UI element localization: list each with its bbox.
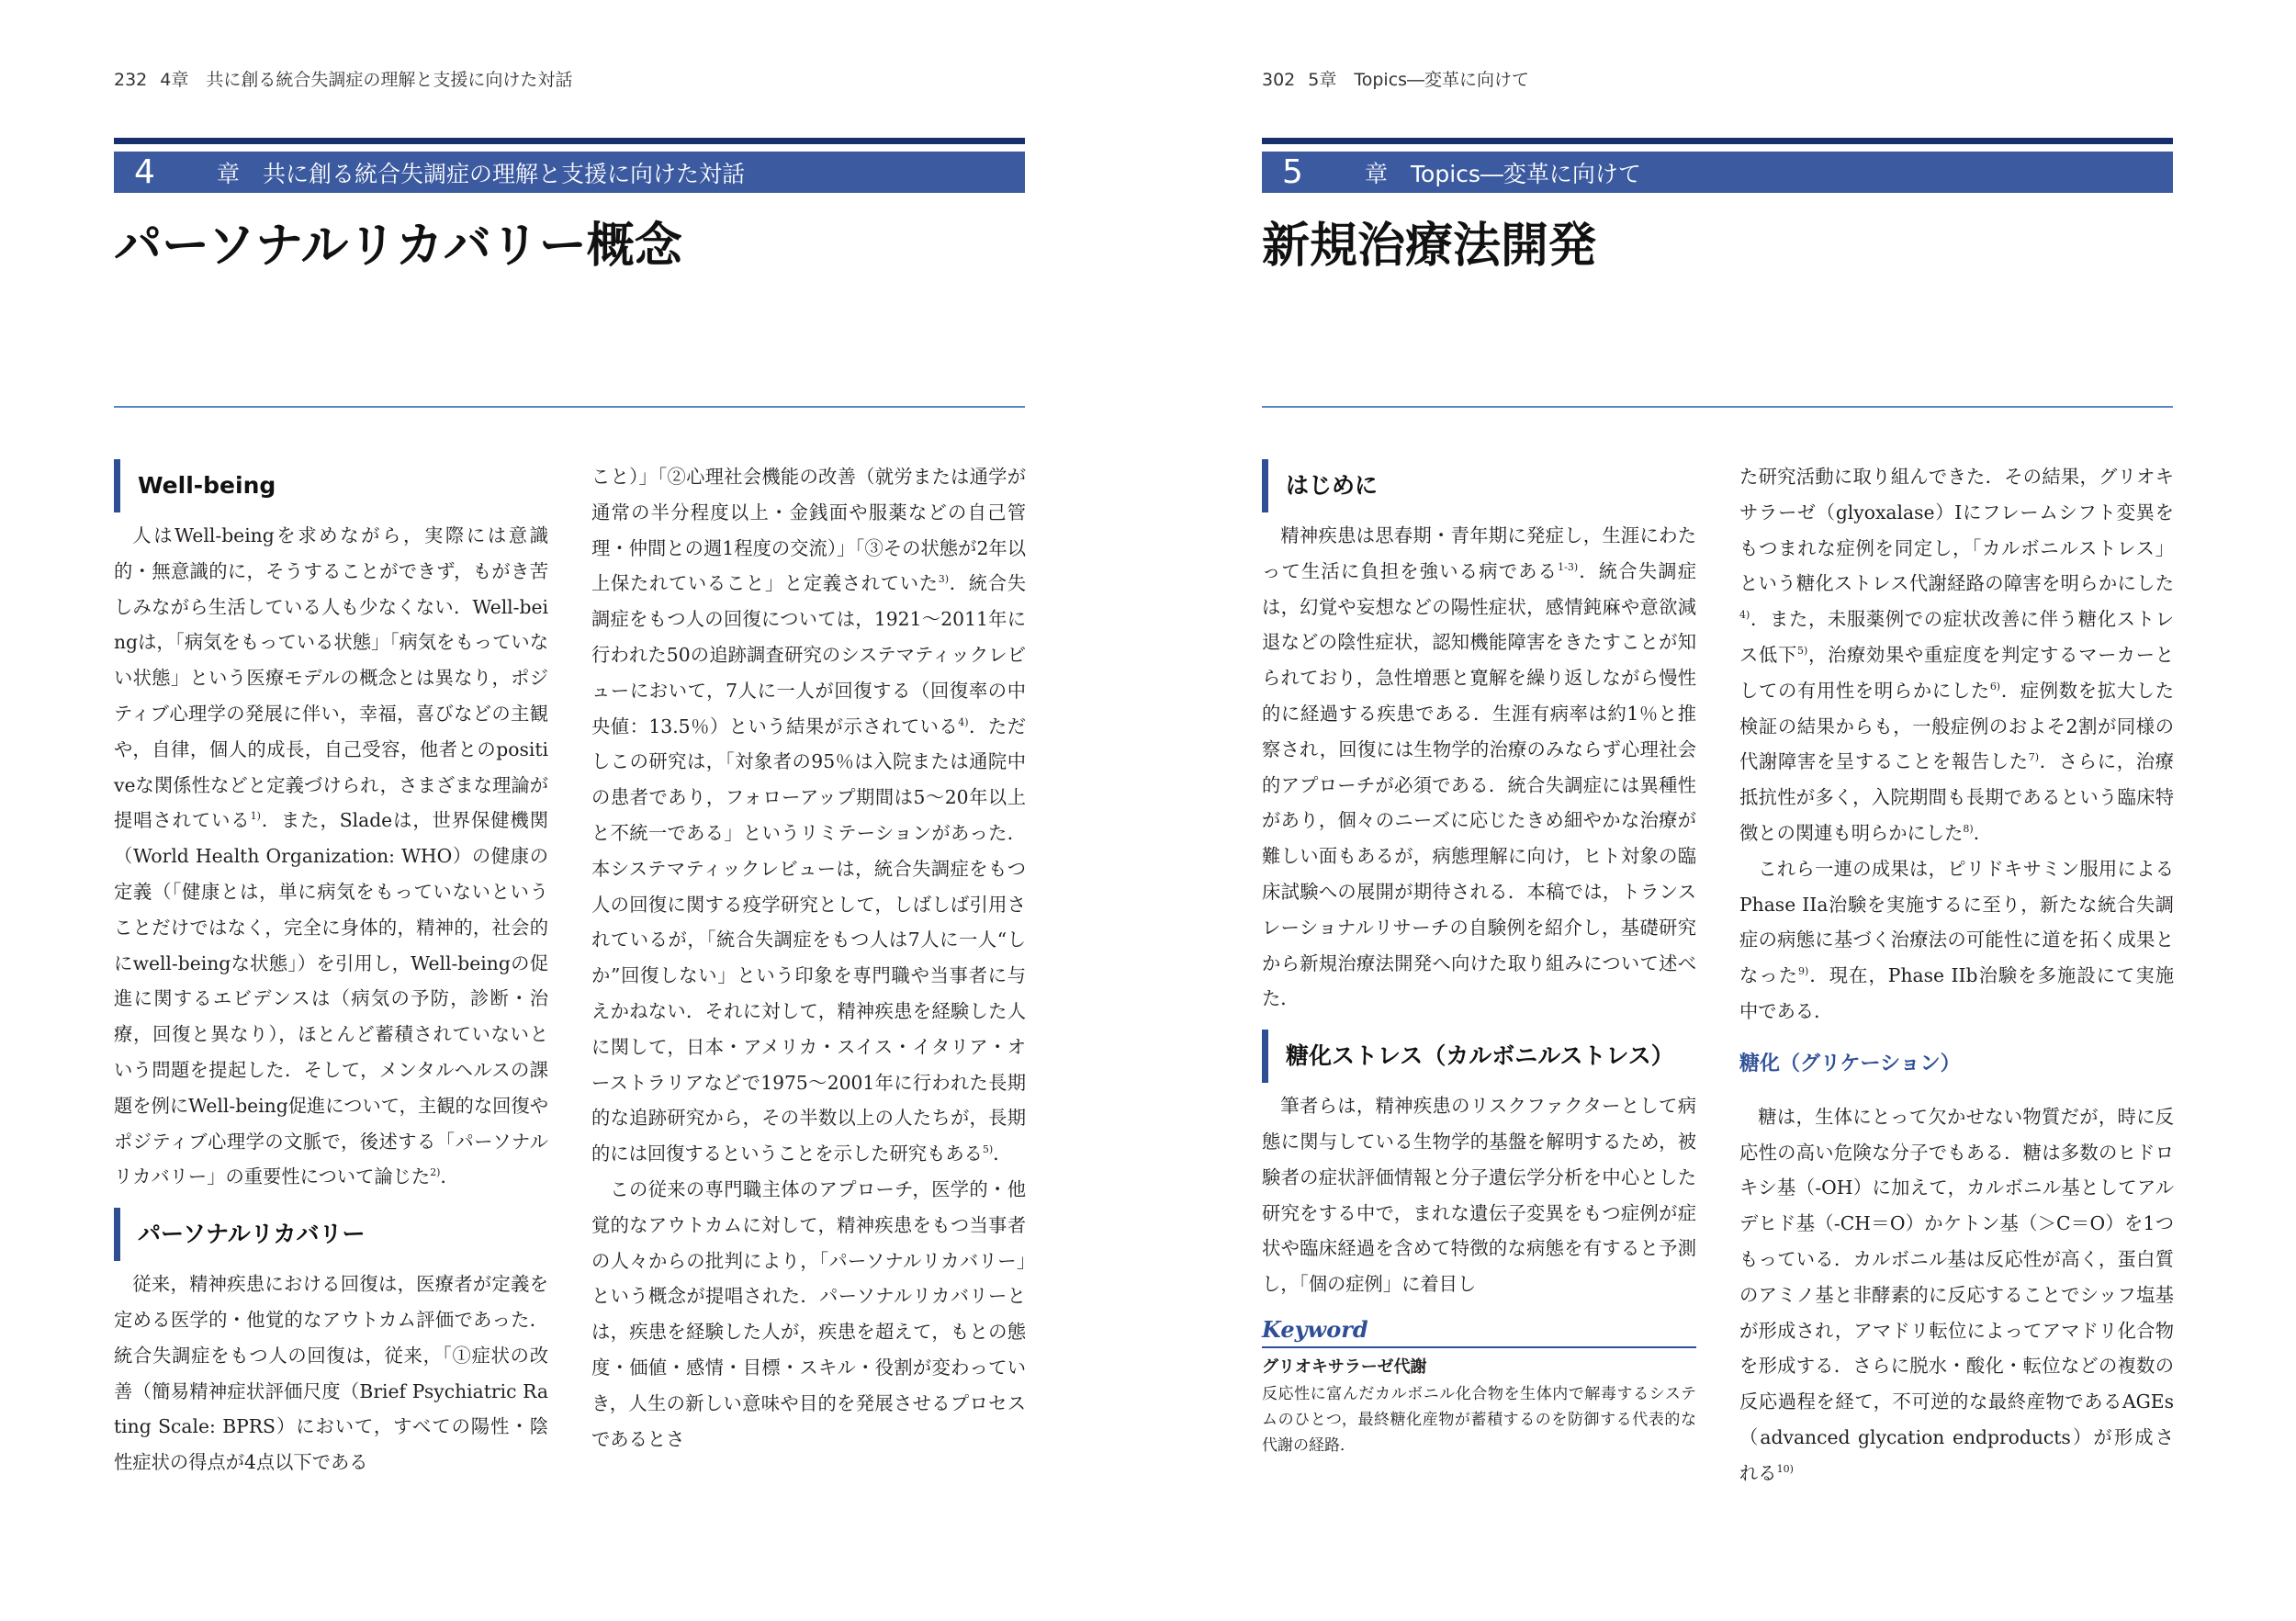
section-heading-text: パーソナルリカバリー	[138, 1221, 366, 1248]
running-header	[1262, 66, 1529, 91]
page-number: 302	[1262, 70, 1296, 90]
section-heading-text: 糖化ストレス（カルボニルストレス）	[1286, 1042, 1674, 1070]
paragraph: こと）」「②心理社会機能の改善（就労または通学が通常の半分程度以上・金銭面や服薬などの自己管理・仲間との週1程度の交流）」「③その状態が2年以上保たれていること」と定義されていた$^{3)}$．統合失調症をもつ人の回復については，1921〜2011年に行われた50の追跡調査研究のシステマティックレビューにおいて，7人に一人が回復する（回復率の中央値：13.5％）という結果が示されている$^{4)}$．ただしこの研究は，「対象者の95％は入院または通院中の患者であり，フォローアップ期間は5〜20年以上と不統一である」というリミテーションがあった．本システマティックレビューは，統合失調症をもつ人の回復に関する疫学研究として，しばしば引用されているが，「統合失調症をもつ人は7人に一人“しか”回復しない」という印象を専門職や当事者に与えかねない．それに対して，精神疾患を経験した人に関して，日本・アメリカ・スイス・イタリア・オーストラリアなどで1975〜2001年に行われた長期的な追跡研究から，その半数以上の人たちが，長期的には回復するということを示した研究もある$^{5)}$．	[591, 466, 1026, 1165]
reference-mark: 7)	[2028, 751, 2040, 764]
right-page	[1148, 0, 2296, 1621]
chapter-number: 5	[1282, 153, 1303, 191]
article-title: パーソナルリカバリー概念	[114, 219, 682, 274]
reference-mark: 5)	[982, 1143, 994, 1156]
paragraph: 従来，精神疾患における回復は，医療者が定義を定める医学的・他覚的なアウトカム評価であった．統合失調症をもつ人の回復は，従来，「①症状の改善（簡易精神症状評価尺度（Brief Psychiatric Rating Scale: BPRS）において，すべての陽性・陰性症状の得点が4点以下である	[114, 1273, 548, 1474]
text-column-2	[591, 459, 1026, 1457]
paragraph: 筆者らは，精神疾患のリスクファクターとして病態に関与している生物学的基盤を解明するため，被験者の症状評価情報と分子遺伝学分析を中心とした研究をする中で，まれな遺伝子変異をもつ症例が症状や臨床経過を含めて特徴的な病態を有すると予測し，「個の症例」に着目し	[1262, 1095, 1696, 1296]
paragraph: この従来の専門職主体のアプローチ，医学的・他覚的なアウトカムに対して，精神疾患をもつ当事者の人々からの批判により，「パーソナルリカバリー」という概念が提唱された．パーソナルリカバリーとは，疾患を経験した人が，疾患を超えて，もとの態度・価値・感情・目標・スキル・役割が変わっていき，人生の新しい意味や目的を発展させるプロセスであるとさ	[591, 1177, 1026, 1450]
page-number: 232	[114, 70, 148, 90]
chapter-band-fill	[114, 152, 1025, 193]
article-title: 新規治療法開発	[1262, 219, 1597, 274]
paragraph: 精神疾患は思春期・青年期に発症し，生涯にわたって生活に負担を強いる病である$^{1-3)}$．統合失調症は，幻覚や妄想などの陽性症状，感情鈍麻や意欲減退などの陰性症状，認知機能障害をきたすことが知られており，急性増悪と寛解を繰り返しながら慢性的に経過する疾患である．生涯有病率は約1％と推察され，回復には生物学的治療のみならず心理社会的アプローチが必須である．統合失調症には異種性があり，個々のニーズに応じたきめ細やかな治療が難しい面もあるが，病態理解に向け，ヒト対象の臨床試験への展開が期待される．本稿では，トランスレーショナルリサーチの自験例を紹介し，基礎研究から新規治療法開発へ向けた取り組みについて述べた．	[1262, 524, 1696, 1010]
paragraph: た研究活動に取り組んできた．その結果，グリオキサラーゼ（glyoxalase）Ⅰにフレームシフト変異をもつまれな症例を同定し，「カルボニルストレス」という糖化ストレス代謝経路の障害を明らかにした$^{4)}$．また，未服薬例での症状改善に伴う糖化ストレス低下$^{5)}$，治療効果や重症度を判定するマーカーとしての有用性を明らかにした$^{6)}$．症例数を拡大した検証の結果からも，一般症例のおよそ2割が同様の代謝障害を呈することを報告した$^{7)}$．さらに，治療抵抗性が多く，入院期間も長期であるという臨床特徴との関連も明らかにした$^{8)}$．	[1739, 466, 2174, 844]
keyword-term: グリオキサラーゼ代謝	[1262, 1356, 1427, 1377]
section-heading-text: Well-being	[138, 472, 276, 499]
heading-accent-bar	[1262, 459, 1268, 512]
reference-mark: 10)	[1776, 1462, 1794, 1475]
reference-mark: 1-3)	[1558, 561, 1579, 574]
reference-mark: 5)	[1797, 645, 1808, 658]
chapter-title: 章 共に創る統合失調症の理解と支援に向けた対話	[217, 161, 746, 187]
text-column-1	[114, 459, 548, 1480]
running-header	[114, 66, 572, 91]
subsection-heading: 糖化（グリケーション）	[1739, 1052, 1961, 1075]
reference-mark: 4)	[958, 715, 969, 728]
text-column-1	[1262, 459, 1696, 1458]
reference-mark: 6)	[1989, 681, 2001, 693]
keyword-label: Keyword	[1262, 1315, 1696, 1348]
section-heading	[114, 1208, 548, 1265]
section-heading	[1262, 459, 1696, 516]
reference-mark: 8)	[1963, 823, 1974, 836]
paragraph: これら一連の成果は，ピリドキサミン服用によるPhase IIa治験を実施するに至り，新たな統合失調症の病態に基づく治療法の可能性に道を拓く成果となった$^{9)}$．現在，Phase IIb治験を多施設にて実施中である．	[1739, 857, 2174, 1022]
keyword-box	[1262, 1315, 1696, 1458]
running-header-chapter: 4章 共に創る統合失調症の理解と支援に向けた対話	[160, 70, 573, 90]
reference-mark: 4)	[1739, 609, 1750, 622]
chapter-band	[114, 138, 1025, 202]
title-divider	[114, 406, 1025, 408]
chapter-number: 4	[134, 153, 155, 191]
paragraph: 人はWell-beingを求めながら，実際には意識的・無意識的に，そうすることができず，もがき苦しみながら生活している人も少なくない．Well-beingは，「病気をもっている状態」「病気をもっていない状態」という医療モデルの概念とは異なり，ポジティブ心理学の発展に伴い，幸福，喜びなどの主観や，自律，個人的成長，自己受容，他者とのpositiveな関係性などと定義づけられ，さまざまな理論が提唱されている$^{1)}$．また，Sladeは，世界保健機関（World Health Organization: WHO）の健康の定義（「健康とは，単に病気をもっていないということだけではなく，完全に身体的，精神的，社会的にwell-beingな状態」）を引用し，Well-beingの促進に関するエビデンスは（病気の予防，診断・治療，回復と異なり），ほとんど蓄積されていないという問題を提起した．そして，メンタルヘルスの課題を例にWell-being促進について，主観的な回復やポジティブ心理学の文脈で，後述する「パーソナルリカバリー」の重要性について論じた$^{2)}$．	[114, 524, 548, 1188]
keyword-description: 反応性に富んだカルボニル化合物を生体内で解毒するシステムのひとつ，最終糖化産物が蓄積するのを防御する代表的な代謝の経路．	[1262, 1384, 1696, 1455]
heading-accent-bar	[114, 1208, 120, 1261]
heading-accent-bar	[114, 459, 120, 512]
chapter-band-fill	[1262, 152, 2173, 193]
title-divider	[1262, 406, 2173, 408]
chapter-title: 章 Topics―変革に向けて	[1365, 161, 1641, 187]
section-heading	[114, 459, 548, 516]
reference-mark: 2)	[430, 1166, 441, 1179]
reference-mark: 9)	[1798, 965, 1809, 978]
section-heading	[1262, 1030, 1696, 1086]
heading-accent-bar	[1262, 1030, 1268, 1083]
paragraph: 糖は，生体にとって欠かせない物質だが，時に反応性の高い危険な分子でもある．糖は多数のヒドロキシ基（-OH）に加えて，カルボニル基としてアルデヒド基（-CH＝O）かケトン基（＞C＝O）を1つもっている．カルボニル基は反応性が高く，蛋白質のアミノ基と非酵素的に反応することでシッフ塩基が形成され，アマドリ転位によってアマドリ化合物を形成する．さらに脱水・酸化・転位などの複数の反応過程を経て，不可逆的な最終産物であるAGEs（advanced glycation endproducts）が形成される$^{10)}$	[1739, 1105, 2174, 1484]
text-column-2	[1739, 459, 2174, 1492]
section-heading-text: はじめに	[1286, 472, 1379, 499]
reference-mark: 1)	[250, 810, 261, 823]
running-header-chapter: 5章 Topics―変革に向けて	[1308, 70, 1530, 90]
chapter-band	[1262, 138, 2173, 202]
reference-mark: 3)	[938, 573, 950, 586]
